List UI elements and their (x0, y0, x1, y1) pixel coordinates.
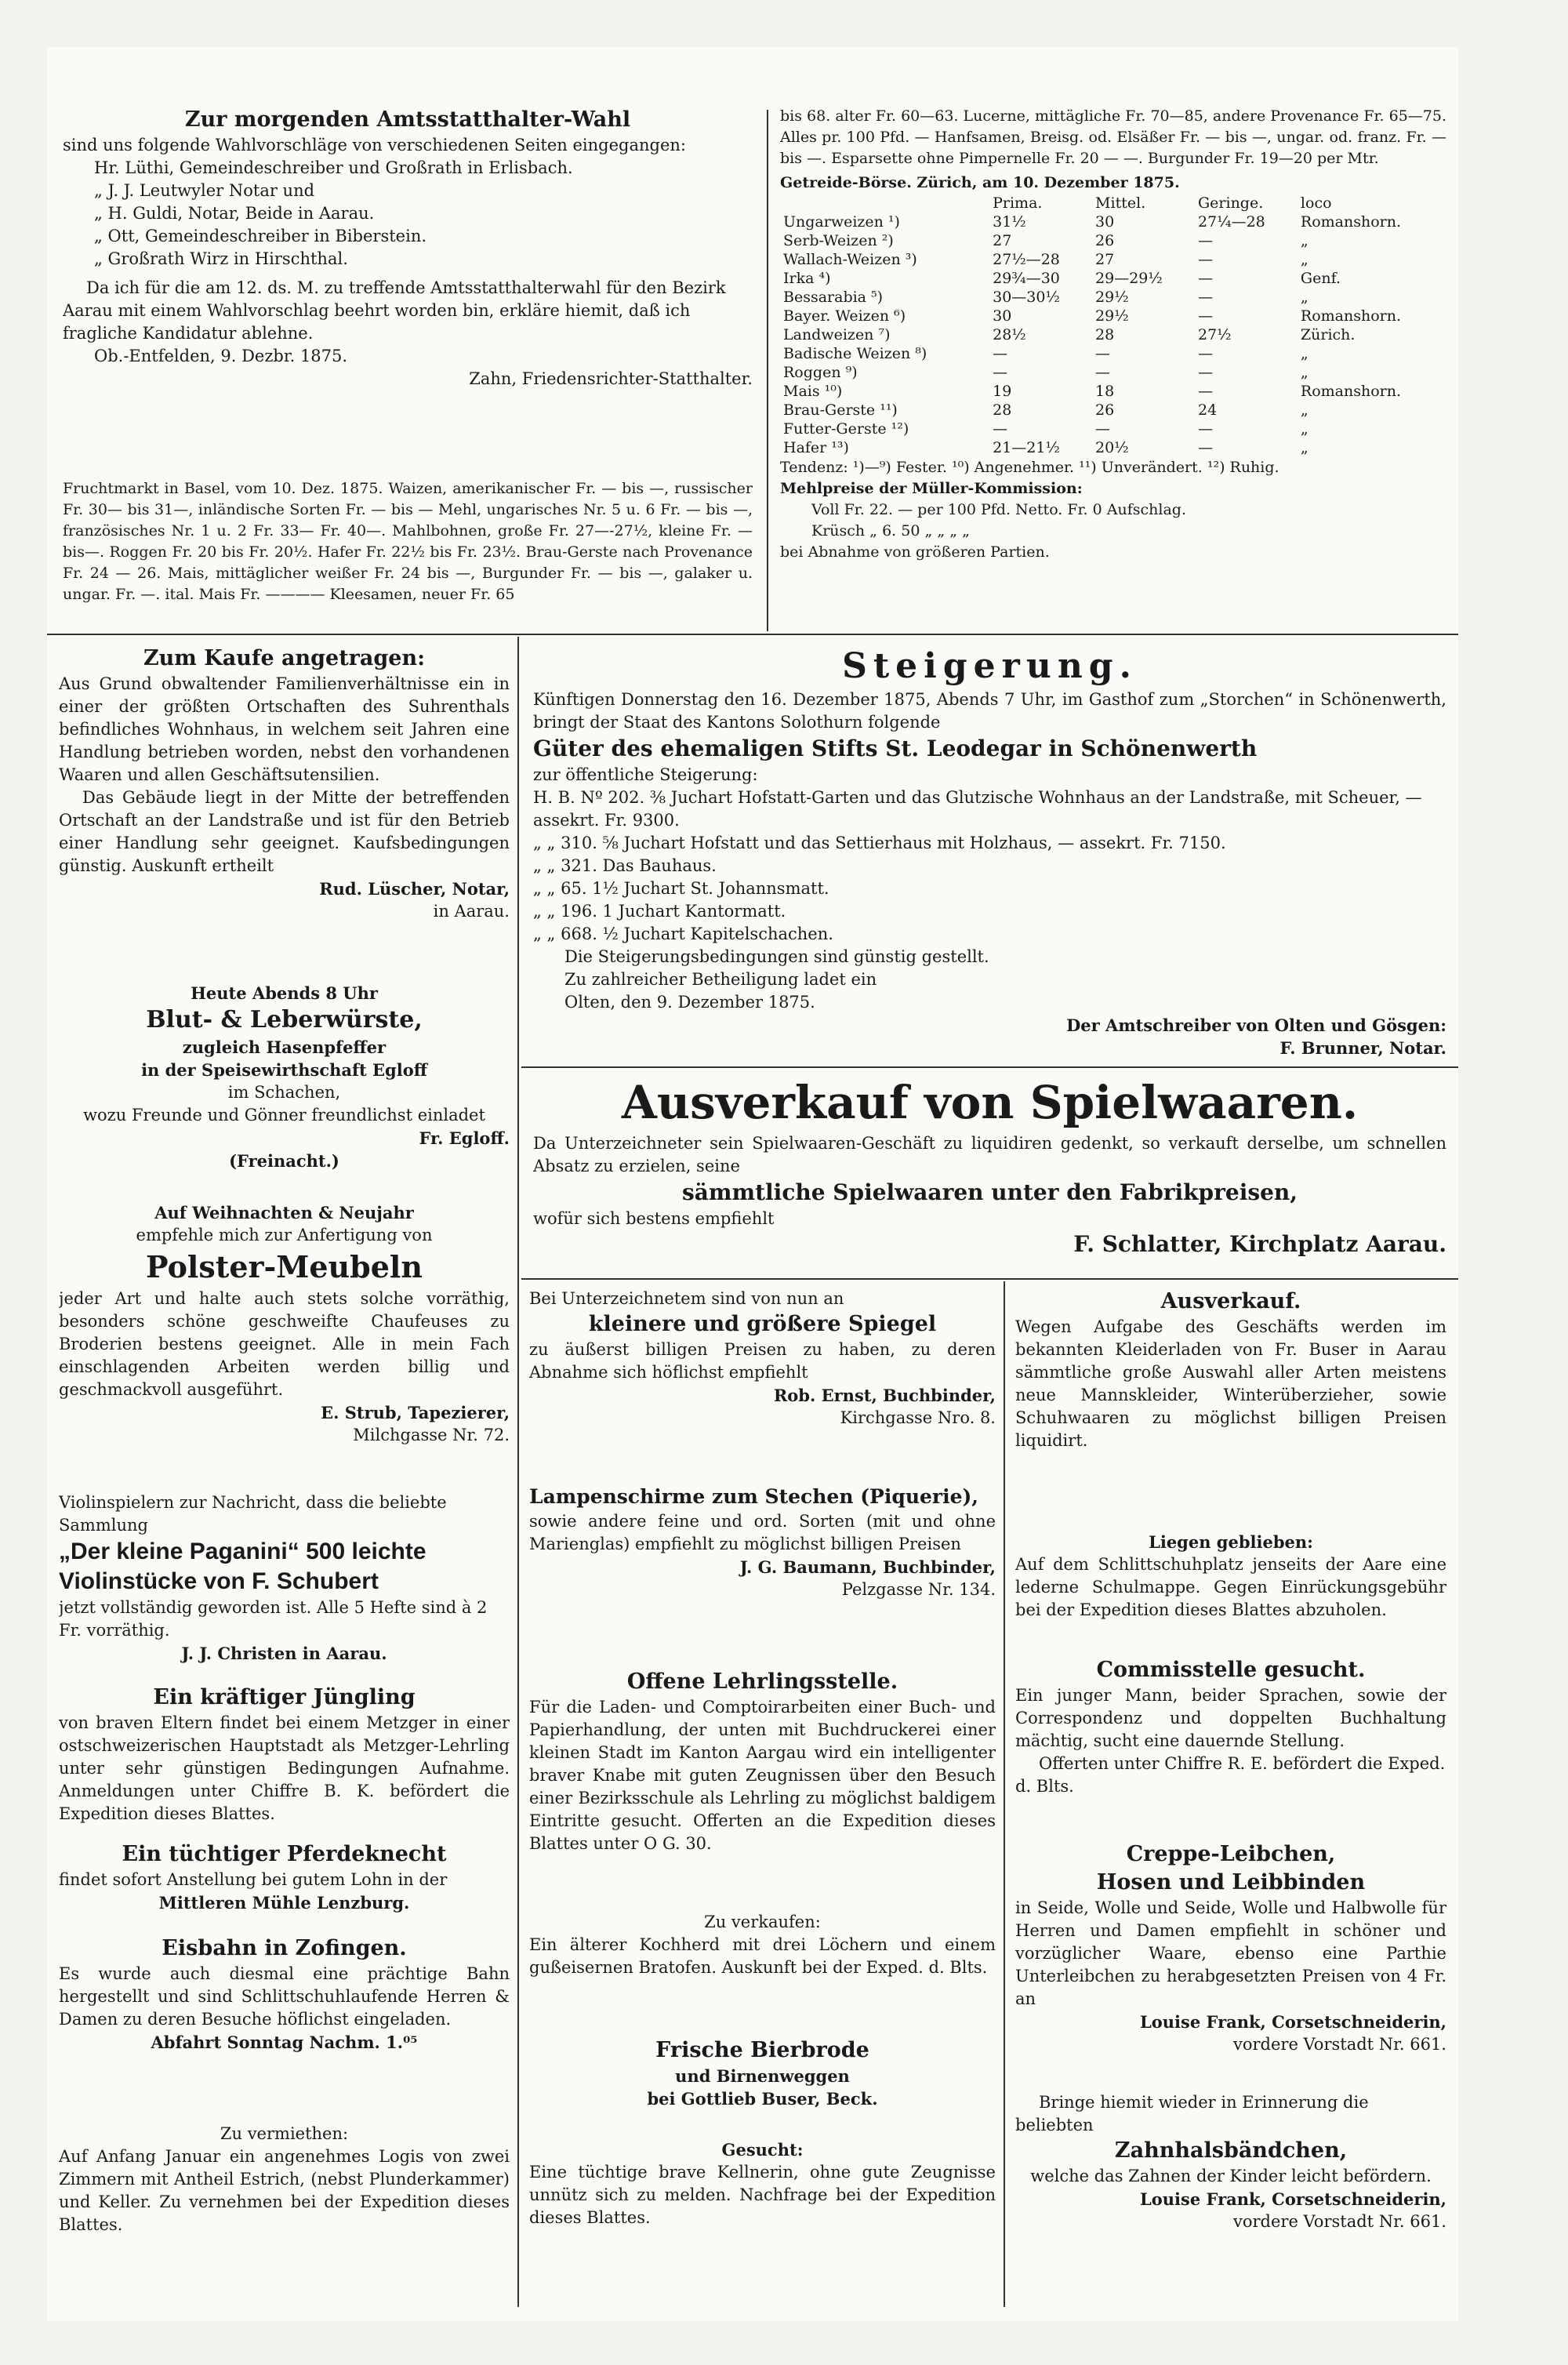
grain-cell: 28 (993, 401, 1012, 419)
wahl-intro: sind uns folgende Wahlvorschläge von verschiedenen Seiten eingegangen: (63, 136, 686, 154)
kochherd-text: Ein älterer Kochherd mit drei Löchern und einem gußeisernen Bratofen. Auskunft bei der Exped. d. Blts. (529, 1935, 996, 1977)
table-row (780, 231, 1446, 250)
grain-cell: Mais ¹⁰) (783, 383, 843, 400)
grain-cell: — (1197, 270, 1213, 287)
mehl-title: Mehlpreise der Müller-Kommission: (780, 480, 1083, 497)
grain-cell: — (1197, 439, 1213, 456)
kellnerin-text: Eine tüchtige brave Kellnerin, ohne gute Zeugnisse unnütz sich zu melden. Nachfrage bei der Expedition dieses Blattes. (529, 2163, 996, 2227)
knecht-text: findet sofort Anstellung bei gutem Lohn in der (59, 1870, 448, 1889)
kauf-place: in Aarau. (433, 902, 510, 921)
creppe-notice (1015, 1840, 1446, 2083)
grain-cell: 20½ (1095, 439, 1129, 456)
spielwaaren-subtitle: sämmtliche Spielwaaren unter den Fabrikpreisen, (681, 1179, 1298, 1205)
lehrling-text: Für die Laden- und Comptoirarbeiten einer Buch- und Papierhandlung, der unten mit Buchdruckerei einer kleinen Stadt im Kanton Aargau wird ein intelligenter braver Knabe mit guten Zeugnissen über den Besuch einer Bezirksschule als Lehrling zu möglichst baldigem Eintritte gesucht. Offerten an die Expedition dieses Blattes unter O G. 30. (529, 1698, 996, 1853)
steigerung-subtitle: Güter des ehemaligen Stifts St. Leodegar in Schönenwerth (533, 736, 1258, 761)
grain-cell: „ (1300, 420, 1308, 438)
grain-cell: — (993, 420, 1008, 438)
grain-cell: Serb-Weizen ²) (783, 232, 894, 249)
table-row (780, 213, 1446, 231)
grain-cell: Romanshorn. (1300, 213, 1402, 231)
bierbrode-line: bei Gottlieb Buser, Beck. (647, 2089, 878, 2109)
polster-title: Polster-Meubeln (146, 1249, 423, 1284)
wahl-title: Zur morgenden Amtsstatthalter-Wahl (184, 107, 631, 132)
spiegel-notice (529, 1288, 996, 1476)
ausverkauf-text: Wegen Aufgabe des Geschäfts werden im bekannten Kleiderladen von Fr. Buser in Aarau sämmtliche große Auswahl aller Arten meistens neue Mannskleider, Winterüberzieher, sowie Schuhwaaren zu möglichst billigen Preisen liquidirt. (1015, 1317, 1446, 1450)
grain-col-header: Geringe. (1197, 194, 1264, 212)
violin-title: „Der kleine Paganini“ 500 leichte Violinstücke von F. Schubert (59, 1539, 426, 1594)
wahl-text: Da ich für die am 12. ds. M. zu treffende Amtsstatthalterwahl für den Bezirk Aarau mit einem Wahlvorschlag beehrt worden bin, erkläre hiemit, daß ich fragliche Kandidatur ablehne. (63, 278, 726, 343)
grain-cell: 29½ (1095, 289, 1129, 306)
lehrling-title: Offene Lehrlingsstelle. (626, 1669, 898, 1694)
wurst-line: Heute Abends 8 Uhr (191, 983, 378, 1003)
bierbrode-title: Frische Bierbrode (655, 2038, 869, 2062)
grain-cell: 29½ (1095, 307, 1129, 325)
boerse-tendenz: Tendenz: ¹)—⁹) Fester. ¹⁰) Angenehmer. ¹¹) Unverändert. ¹²) Ruhig. (780, 459, 1279, 476)
grain-cell: — (1197, 289, 1213, 306)
violin-notice (59, 1491, 510, 1676)
fruchtmarkt-text: Fruchtmarkt in Basel, vom 10. Dez. 1875. Waizen, amerikanischer Fr. — bis —, russischer Fr. 30— bis 31—, inländische Sorten Fr. — bis — Mehl, ungarisches Nr. 5 u. 6 Fr. — bis —, französisches Nr. 1 u. 2 Fr. 33— Fr. 40—. Mahlbohnen, große Fr. 27—-27½, kleine Fr. — bis—. Roggen Fr. 20 bis Fr. 20½. Hafer Fr. 22½ bis Fr. 23½. Brau-Gerste nach Provenance Fr. 24 — 26. Mais, mittäglicher weißer Fr. 24 bis —, Burgunder Fr. — bis —, galaker u. ungar. Fr. —. ital. Mais Fr. ———— Kleesamen, neuer Fr. 65 (63, 480, 753, 603)
grain-cell: — (1095, 420, 1111, 438)
table-row (780, 307, 1446, 325)
steigerung-signer: Der Amtschreiber von Olten und Gösgen: (1066, 1015, 1446, 1035)
wurst-note: (Freinacht.) (229, 1151, 339, 1171)
wahl-candidate: „ J. J. Leutwyler Notar und (94, 181, 315, 200)
steigerung-text2: zur öffentliche Steigerung: (533, 765, 758, 784)
spielwaaren-text: Da Unterzeichneter sein Spielwaaren-Geschäft zu liquidiren gedenkt, so verkauft derselbe, um schnellen Absatz zu erzielen, seine (533, 1134, 1446, 1175)
table-row (780, 420, 1446, 438)
table-row (780, 401, 1446, 420)
grain-cell: Romanshorn. (1300, 307, 1402, 325)
boerse-title: Getreide-Börse. Zürich, am 10. Dezember 1875. (780, 174, 1180, 191)
grain-cell: 27¼—28 (1197, 213, 1265, 231)
table-row (780, 438, 1446, 457)
grain-cell: 30—30½ (993, 289, 1060, 306)
list-item: „ „ 65. 1½ Juchart St. Johannsmatt. (533, 879, 829, 898)
steigerung-text: Künftigen Donnerstag den 16. Dezember 1875, Abends 7 Uhr, im Gasthof zum „Storchen“ in Schönenwerth, bringt der Staat des Kantons Solothurn folgende (533, 690, 1446, 732)
table-row (780, 250, 1446, 269)
grain-cell: — (1095, 364, 1111, 381)
spiegel-title: kleinere und größere Spiegel (588, 1312, 937, 1336)
grain-cell: „ (1300, 289, 1308, 306)
steigerung-signer: F. Brunner, Notar. (1279, 1038, 1446, 1058)
wurst-title: Blut- & Leberwürste, (146, 1006, 423, 1034)
zahn-title: Zahnhalsbändchen, (1114, 2138, 1348, 2163)
steigerung-place: Olten, den 9. Dezember 1875. (564, 993, 815, 1012)
zahn-text: Bringe hiemit wieder in Erinnerung die beliebten (1015, 2093, 1369, 2134)
grain-cell: Roggen ⁹) (783, 364, 858, 381)
liegen-title: Liegen geblieben: (1149, 1532, 1313, 1552)
grain-col-header: Prima. (993, 194, 1043, 212)
grain-cell: 24 (1197, 401, 1218, 419)
wurst-line: in der Speisewirthschaft Egloff (141, 1060, 427, 1080)
grain-cell: Wallach-Weizen ³) (783, 251, 917, 268)
grain-cell: Ungarweizen ¹) (783, 213, 900, 231)
zahn-address: vordere Vorstadt Nr. 661. (1233, 2212, 1446, 2231)
newspaper-page (47, 47, 1458, 2321)
eisbahn-title: Eisbahn in Zofingen. (162, 1936, 407, 1960)
table-row (780, 288, 1446, 307)
juengling-notice (59, 1684, 510, 1833)
grain-cell: Landweizen ⁷) (783, 326, 891, 343)
grain-cell: — (993, 364, 1008, 381)
juengling-text: von braven Eltern findet bei einem Metzger in einer ostschweizerischen Hauptstadt als Metzger-Lehrling unter sehr günstigen Bedingungen Aufnahme. Anmeldungen unter Chiffre B. K. befördert die Expedition dieses Blattes. (59, 1713, 510, 1823)
boerse-note: bei Abnahme von größeren Partien. (780, 543, 1050, 561)
mehl-row: Krüsch „ 6. 50 „ „ „ „ (811, 522, 970, 539)
grain-cell: — (1197, 383, 1213, 400)
steigerung-text4: Zu zahlreicher Betheiligung ladet ein (564, 970, 877, 989)
creppe-title2: Hosen und Leibbinden (1096, 1870, 1366, 1895)
commis-text: Ein junger Mann, beider Sprachen, sowie der Correspondenz und doppelten Buchhaltung mächtig, sucht eine dauernde Stellung. (1015, 1686, 1446, 1750)
bierbrode-line: und Birnenweggen (675, 2066, 850, 2086)
column-rule-right (1004, 1281, 1005, 2307)
grain-cell: 27 (993, 232, 1012, 249)
grain-cell: Romanshorn. (1300, 383, 1402, 400)
wahl-candidate: „ Großrath Wirz in Hirschthal. (94, 249, 348, 268)
grain-cell: Bayer. Weizen ⁶) (783, 307, 906, 325)
violin-signer: J. J. Christen in Aarau. (181, 1644, 387, 1663)
steigerung-title: Steigerung. (842, 646, 1138, 686)
mehl-row: Voll Fr. 22. — per 100 Pfd. Netto. Fr. 0 Aufschlag. (811, 501, 1186, 518)
logis-notice (59, 2123, 510, 2303)
spiegel-signer: Rob. Ernst, Buchbinder, (773, 1386, 996, 1405)
grain-cell: 31½ (993, 213, 1026, 231)
grain-cell: — (1095, 345, 1111, 362)
grain-cell: 27 (1095, 251, 1115, 268)
spiegel-address: Kirchgasse Nro. 8. (840, 1408, 996, 1427)
grain-cell: 27½ (1197, 326, 1232, 343)
lehrling-notice (529, 1668, 996, 1903)
logis-text: Auf Anfang Januar ein angenehmes Logis von zwei Zimmern mit Antheil Estrich, (nebst Plunderkammer) und Keller. Zu vernehmen bei der Expedition dieses Blattes. (59, 2147, 510, 2234)
list-item: „ „ 668. ½ Juchart Kapitelschachen. (533, 925, 833, 943)
wahl-signer: Zahn, Friedensrichter-Statthalter. (469, 369, 753, 388)
grain-cell: Zürich. (1300, 326, 1356, 343)
rule-spielwaaren (521, 1278, 1458, 1280)
creppe-address: vordere Vorstadt Nr. 661. (1233, 2035, 1446, 2054)
grain-cell: „ (1300, 251, 1308, 268)
column-rule-top (767, 110, 768, 631)
polster-line: empfehle mich zur Anfertigung von (136, 1226, 433, 1244)
grain-cell: 30 (1095, 213, 1115, 231)
grain-cell: 26 (1095, 232, 1115, 249)
grain-cell: — (1197, 345, 1213, 362)
grain-cell: — (1197, 307, 1213, 325)
grain-cell: Hafer ¹³) (783, 439, 849, 456)
grain-cell: 18 (1095, 383, 1115, 400)
zahn-text2: welche das Zahnen der Kinder leicht befördern. (1030, 2167, 1432, 2185)
wurst-signer: Fr. Egloff. (419, 1128, 510, 1148)
getreide-boerse (780, 106, 1446, 631)
liegen-text: Auf dem Schlittschuhplatz jenseits der Aare eine lederne Schulmappe. Gegen Einrückungsgebühr bei der Expedition dieses Blattes abzuholen. (1015, 1555, 1446, 1619)
spielwaaren-notice (533, 1073, 1446, 1275)
column-rule-left (517, 637, 519, 2307)
grain-cell: 27½—28 (993, 251, 1060, 268)
kauf-title: Zum Kaufe angetragen: (143, 646, 426, 670)
steigerung-text3: Die Steigerungsbedingungen sind günstig gestellt. (564, 947, 989, 966)
steigerung-notice (533, 645, 1446, 1064)
spiegel-text: Bei Unterzeichnetem sind von nun an (529, 1289, 844, 1308)
boerse-top: bis 68. alter Fr. 60—63. Lucerne, mittägliche Fr. 70—85, andere Provenance Fr. 65—75. Alles pr. 100 Pfd. — Hanfsamen, Breisg. od. Elsäßer Fr. — bis —, ungar. od. franz. Fr. — bis —. Esparsette ohne Pimpernelle Fr. 20 — —. Burgunder Fr. 19—20 per Mtr. (780, 107, 1446, 167)
wurst-notice (59, 982, 510, 1193)
wurst-line: wozu Freunde und Gönner freundlichst einladet (83, 1106, 485, 1124)
commis-title: Commisstelle gesucht. (1096, 1658, 1366, 1682)
lampen-notice (529, 1484, 996, 1660)
spielwaaren-signer: F. Schlatter, Kirchplatz Aarau. (1073, 1231, 1446, 1257)
kauf-notice (59, 645, 510, 974)
wahl-candidate: „ H. Guldi, Notar, Beide in Aarau. (94, 204, 375, 223)
grain-col-header (780, 194, 989, 213)
table-row (780, 363, 1446, 382)
grain-cell: Irka ⁴) (783, 270, 831, 287)
kellnerin-title: Gesucht: (721, 2140, 804, 2160)
table-row (780, 382, 1446, 401)
lampen-text: sowie andere feine und ord. Sorten (mit und ohne Marienglas) empfiehlt zu möglichst billigen Preisen (529, 1512, 996, 1553)
lampen-signer: J. G. Baumann, Buchbinder, (739, 1557, 996, 1577)
grain-cell: 29—29½ (1095, 270, 1163, 287)
table-row (780, 344, 1446, 363)
grain-cell: „ (1300, 439, 1308, 456)
fruchtmarkt-basel (63, 478, 753, 627)
grain-cell: 19 (993, 383, 1012, 400)
rule-steigerung (521, 1066, 1458, 1068)
kauf-text: Aus Grund obwaltender Familienverhältnisse ein in einer der größten Ortschaften des Suhrenthals befindliches Wohnhaus, in welchem seit Jahren eine Handlung betrieben worden, nebst den vorhandenen Waaren und allen Geschäftsutensilien. (59, 674, 510, 784)
grain-cell: Brau-Gerste ¹¹) (783, 401, 898, 419)
grain-cell: 28½ (993, 326, 1026, 343)
ausverkauf-notice (1015, 1288, 1446, 1523)
juengling-title: Ein kräftiger Jüngling (153, 1685, 416, 1709)
grain-cell: Genf. (1300, 270, 1341, 287)
creppe-text: in Seide, Wolle und Seide, Wolle und Halbwolle für Herren und Damen empfiehlt in schöner und vorzüglicher Waare, ebenso eine Parthie Unterleibchen zu herabgesetzten Preisen von 4 Fr. an (1015, 1898, 1446, 2008)
violin-text2: jetzt vollständig geworden ist. Alle 5 Hefte sind à 2 Fr. vorräthig. (59, 1598, 488, 1640)
spiegel-text2: zu äußerst billigen Preisen zu haben, zu deren Abnahme sich höflichst empfiehlt (529, 1340, 996, 1382)
creppe-title: Creppe-Leibchen, (1126, 1842, 1336, 1866)
grain-cell: 26 (1095, 401, 1115, 419)
polster-signer: E. Strub, Tapezierer, (321, 1403, 510, 1422)
eisbahn-text: Es wurde auch diesmal eine prächtige Bahn hergestellt und sind Schlittschuhlaufende Herren & Damen zu deren Besuche höflichst eingeladen. (59, 1964, 510, 2029)
bierbrode-notice (529, 2036, 996, 2131)
grain-cell: 21—21½ (993, 439, 1060, 456)
grain-cell: 28 (1095, 326, 1115, 343)
grain-cell: — (1197, 420, 1213, 438)
grain-cell: 30 (993, 307, 1012, 325)
logis-title: Zu vermiethen: (220, 2124, 349, 2143)
polster-notice (59, 1201, 510, 1484)
spielwaaren-title: Ausverkauf von Spielwaaren. (621, 1076, 1359, 1129)
zahn-signer: Louise Frank, Corsetschneiderin, (1140, 2189, 1446, 2209)
polster-address: Milchgasse Nr. 72. (353, 1426, 510, 1444)
kauf-signer: Rud. Lüscher, Notar, (319, 879, 510, 899)
lampen-title: Lampenschirme zum Stechen (Piquerie), (529, 1485, 979, 1508)
grain-cell: Badische Weizen ⁸) (783, 345, 927, 362)
grain-cell: — (1197, 232, 1213, 249)
grain-cell: — (1197, 251, 1213, 268)
wahl-notice (63, 106, 753, 470)
wahl-place: Ob.-Entfelden, 9. Dezbr. 1875. (94, 347, 348, 365)
list-item: „ „ 310. ⅝ Juchart Hofstatt und das Settierhaus mit Holzhaus, — assekrt. Fr. 7150. (533, 834, 1226, 852)
list-item: „ „ 196. 1 Juchart Kantormatt. (533, 902, 786, 921)
ausverkauf-title: Ausverkauf. (1160, 1289, 1301, 1313)
commis-text2: Offerten unter Chiffre R. E. befördert die Exped. d. Blts. (1015, 1754, 1446, 1796)
wurst-line: zugleich Hasenpfeffer (182, 1037, 387, 1057)
grain-cell: „ (1300, 345, 1308, 362)
grain-cell: 29¾—30 (993, 270, 1060, 287)
grain-cell: — (1197, 364, 1213, 381)
polster-line: Auf Weihnachten & Neujahr (154, 1203, 414, 1222)
knecht-notice (59, 1840, 510, 1927)
polster-text: jeder Art und halte auch stets solche vorräthig, besonders schöne geschweifte Chaufeuses zu Broderien bestens geeignet. Alle in mein Fach einschlagenden Arbeiten werden billig und geschmackvoll ausgeführt. (59, 1289, 510, 1399)
section-rule (47, 634, 1458, 635)
grain-cell: — (993, 345, 1008, 362)
wahl-candidate: „ Ott, Gemeindeschreiber in Biberstein. (94, 227, 427, 245)
eisbahn-notice (59, 1935, 510, 2115)
zahn-notice (1015, 2091, 1446, 2303)
violin-text: Violinspielern zur Nachricht, dass die beliebte Sammlung (59, 1493, 447, 1535)
grain-cell: Bessarabia ⁵) (783, 289, 884, 306)
spielwaaren-text2: wofür sich bestens empfiehlt (533, 1209, 775, 1228)
lampen-address: Pelzgasse Nr. 134. (841, 1580, 996, 1599)
commis-notice (1015, 1656, 1446, 1833)
eisbahn-time: Abfahrt Sonntag Nachm. 1.⁰⁵ (151, 2033, 418, 2052)
kochherd-title: Zu verkaufen: (704, 1913, 821, 1931)
knecht-place: Mittleren Mühle Lenzburg. (158, 1893, 410, 1913)
grain-cell: „ (1300, 232, 1308, 249)
table-row (780, 269, 1446, 288)
knecht-title: Ein tüchtiger Pferdeknecht (122, 1842, 447, 1866)
grain-table (780, 194, 1446, 457)
liegen-notice (1015, 1531, 1446, 1648)
creppe-signer: Louise Frank, Corsetschneiderin, (1140, 2012, 1446, 2032)
grain-col-header: loco (1300, 194, 1332, 212)
table-row (780, 325, 1446, 344)
grain-header-row (780, 194, 1446, 213)
grain-cell: Futter-Gerste ¹²) (783, 420, 909, 438)
kellnerin-notice (529, 2138, 996, 2303)
grain-cell: „ (1300, 364, 1308, 381)
list-item: H. B. Nº 202. ⅜ Juchart Hofstatt-Garten und das Glutzische Wohnhaus an der Landstraße, mit Scheuer, — assekrt. Fr. 9300. (533, 788, 1422, 830)
kochherd-notice (529, 1911, 996, 2029)
grain-cell: „ (1300, 401, 1308, 419)
wurst-line: im Schachen, (227, 1083, 341, 1102)
kauf-text2: Das Gebäude liegt in der Mitte der betreffenden Ortschaft an der Landstraße und ist für den Betrieb einer Handlung sehr geeignet. Kaufsbedingungen günstig. Auskunft ertheilt (59, 788, 510, 875)
grain-col-header: Mittel. (1095, 194, 1146, 212)
wahl-candidate: Hr. Lüthi, Gemeindeschreiber und Großrath in Erlisbach. (94, 158, 573, 177)
list-item: „ „ 321. Das Bauhaus. (533, 856, 717, 875)
